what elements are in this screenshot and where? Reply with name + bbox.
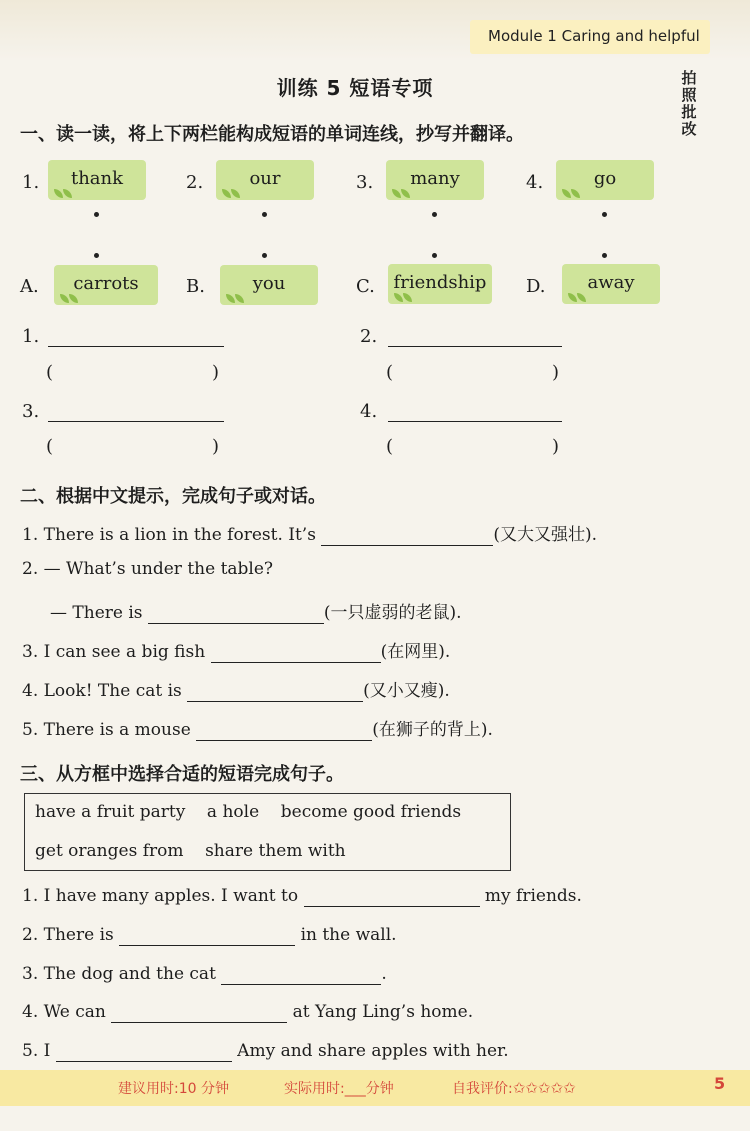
answer-blank[interactable] — [48, 346, 224, 347]
fill-blank[interactable] — [111, 1002, 287, 1023]
side-tag-char: 拍 — [681, 69, 697, 87]
sentence-text: The dog and the cat — [43, 964, 216, 984]
answer-number: 1. — [22, 326, 40, 347]
item-number: 3. — [22, 642, 39, 662]
star-icon[interactable]: ✩ — [537, 1079, 551, 1097]
sentence-text: — There is — [50, 603, 143, 623]
word-card-text: our — [249, 168, 281, 189]
item-letter: D. — [526, 276, 546, 297]
sentence-text: I have many apples. I want to — [43, 886, 299, 906]
connect-dot[interactable] — [262, 212, 267, 217]
fill-blank[interactable] — [321, 525, 493, 546]
paren-close: ) — [212, 362, 220, 383]
item-letter: A. — [20, 276, 39, 297]
hint-text: (在狮子的背上). — [372, 720, 493, 740]
sentence-row — [22, 715, 493, 741]
hint-text: (又大又强壮). — [493, 525, 598, 545]
sentence-text: my friends. — [484, 886, 582, 906]
connect-dot[interactable] — [262, 253, 267, 258]
word-card-text: go — [593, 168, 617, 189]
item-number: 2. — [22, 925, 39, 945]
sentence-row — [22, 637, 450, 663]
item-number: 4. — [526, 172, 544, 193]
self-evaluation — [452, 1078, 576, 1098]
word-card-many[interactable] — [386, 160, 484, 200]
hint-text: (在网里). — [380, 642, 451, 662]
sentence-text: I can see a big fish — [43, 642, 206, 662]
section3-heading: 三、从方框中选择合适的短语完成句子。 — [20, 764, 344, 785]
sentence-text: There is — [43, 925, 114, 945]
word-card-you[interactable] — [220, 265, 318, 305]
paren-open: ( — [46, 436, 54, 457]
sentence-row — [22, 925, 397, 946]
item-number: 3. — [356, 172, 374, 193]
hint-text: (一只虚弱的老鼠). — [323, 603, 462, 623]
answer-blank[interactable] — [388, 421, 562, 422]
fill-blank[interactable] — [187, 681, 363, 702]
item-number: 3. — [22, 964, 39, 984]
connect-dot[interactable] — [94, 253, 99, 258]
item-number: 2. — [22, 559, 39, 579]
sentence-row — [22, 964, 387, 985]
item-number: 4. — [22, 681, 39, 701]
phrase-box — [24, 793, 511, 871]
item-number: 1. — [22, 886, 39, 906]
sentence-row — [22, 676, 450, 702]
sentence-row — [22, 559, 273, 579]
star-icon[interactable]: ✩ — [525, 1079, 538, 1097]
item-letter: B. — [186, 276, 205, 297]
fill-blank[interactable] — [148, 603, 324, 624]
paren-close: ) — [212, 436, 220, 457]
actual-time: 实际用时:___分钟 — [284, 1081, 394, 1097]
answer-blank[interactable] — [388, 346, 562, 347]
section1-heading: 一、读一读，将上下两栏能构成短语的单词连线，抄写并翻译。 — [20, 124, 524, 145]
star-icon[interactable]: ✩ — [563, 1079, 576, 1097]
word-card-text: thank — [70, 168, 124, 189]
self-eval-label: 自我评价: — [452, 1081, 513, 1097]
side-tag-char: 批 — [681, 103, 697, 121]
word-card-text: carrots — [73, 273, 139, 294]
fill-blank[interactable] — [221, 964, 381, 985]
word-card-away[interactable] — [562, 264, 660, 304]
page-number: 5 — [714, 1074, 726, 1093]
page-title: 训练 5 短语专项 — [276, 76, 434, 100]
star-icon[interactable]: ✩ — [550, 1079, 564, 1097]
star-icon[interactable]: ✩ — [512, 1079, 526, 1097]
sentence-text: We can — [43, 1002, 106, 1022]
side-tag-char: 改 — [681, 120, 697, 138]
paren-open: ( — [46, 362, 54, 383]
translation-blank[interactable] — [398, 454, 548, 455]
paren-open: ( — [386, 362, 394, 383]
fill-blank[interactable] — [211, 642, 381, 663]
translation-blank[interactable] — [58, 454, 208, 455]
item-number: 2. — [186, 172, 204, 193]
translation-blank[interactable] — [398, 380, 548, 381]
sentence-row — [22, 520, 597, 546]
sentence-text: I — [43, 1041, 51, 1061]
item-number: 5. — [22, 1041, 39, 1061]
fill-blank[interactable] — [56, 1041, 232, 1062]
item-number: 1. — [22, 525, 39, 545]
sentence-row — [50, 598, 462, 624]
word-card-text: you — [252, 273, 286, 294]
hint-text: (又小又瘦). — [363, 681, 450, 701]
phrase-box-line: get oranges from share them with — [35, 841, 346, 861]
item-number: 1. — [22, 172, 40, 193]
word-card-thank[interactable] — [48, 160, 146, 200]
answer-number: 4. — [360, 401, 378, 422]
module-label: Module 1 Caring and helpful — [488, 27, 700, 45]
sentence-row — [22, 1041, 509, 1062]
sentence-text: in the wall. — [300, 925, 397, 945]
connect-dot[interactable] — [602, 212, 607, 217]
connect-dot[interactable] — [432, 212, 437, 217]
fill-blank[interactable] — [196, 720, 372, 741]
connect-dot[interactable] — [432, 253, 437, 258]
phrase-box-line: have a fruit party a hole become good friends — [35, 802, 462, 822]
paren-close: ) — [552, 436, 560, 457]
sentence-text: Amy and share apples with her. — [237, 1041, 509, 1061]
word-card-text: away — [587, 272, 635, 293]
fill-blank[interactable] — [119, 925, 295, 946]
paren-open: ( — [386, 436, 394, 457]
connect-dot[interactable] — [94, 212, 99, 217]
sentence-row — [22, 1002, 473, 1023]
word-card-our[interactable] — [216, 160, 314, 200]
translation-blank[interactable] — [58, 380, 208, 381]
answer-blank[interactable] — [48, 421, 224, 422]
word-card-text: many — [410, 168, 460, 189]
sentence-text: . — [381, 964, 387, 984]
answer-number: 2. — [360, 326, 378, 347]
sentence-text: There is a lion in the forest. It’s — [43, 525, 316, 545]
item-letter: C. — [356, 276, 375, 297]
side-tag-char: 照 — [681, 86, 697, 104]
sentence-text: at Yang Ling’s home. — [292, 1002, 474, 1022]
word-card-text: friendship — [393, 272, 487, 293]
item-number: 5. — [22, 720, 39, 740]
word-card-carrots[interactable] — [54, 265, 158, 305]
answer-number: 3. — [22, 401, 40, 422]
suggested-time: 建议用时:10 分钟 — [118, 1081, 229, 1097]
word-card-go[interactable] — [556, 160, 654, 200]
word-card-friendship[interactable] — [388, 264, 492, 304]
item-number: 4. — [22, 1002, 39, 1022]
section2-heading: 二、根据中文提示，完成句子或对话。 — [20, 486, 326, 507]
sentence-text: Look! The cat is — [43, 681, 182, 701]
fill-blank[interactable] — [304, 886, 480, 907]
sentence-text: There is a mouse — [43, 720, 191, 740]
paren-close: ) — [552, 362, 560, 383]
sentence-text: — What’s under the table? — [43, 559, 274, 579]
sentence-row — [22, 886, 582, 907]
connect-dot[interactable] — [602, 253, 607, 258]
